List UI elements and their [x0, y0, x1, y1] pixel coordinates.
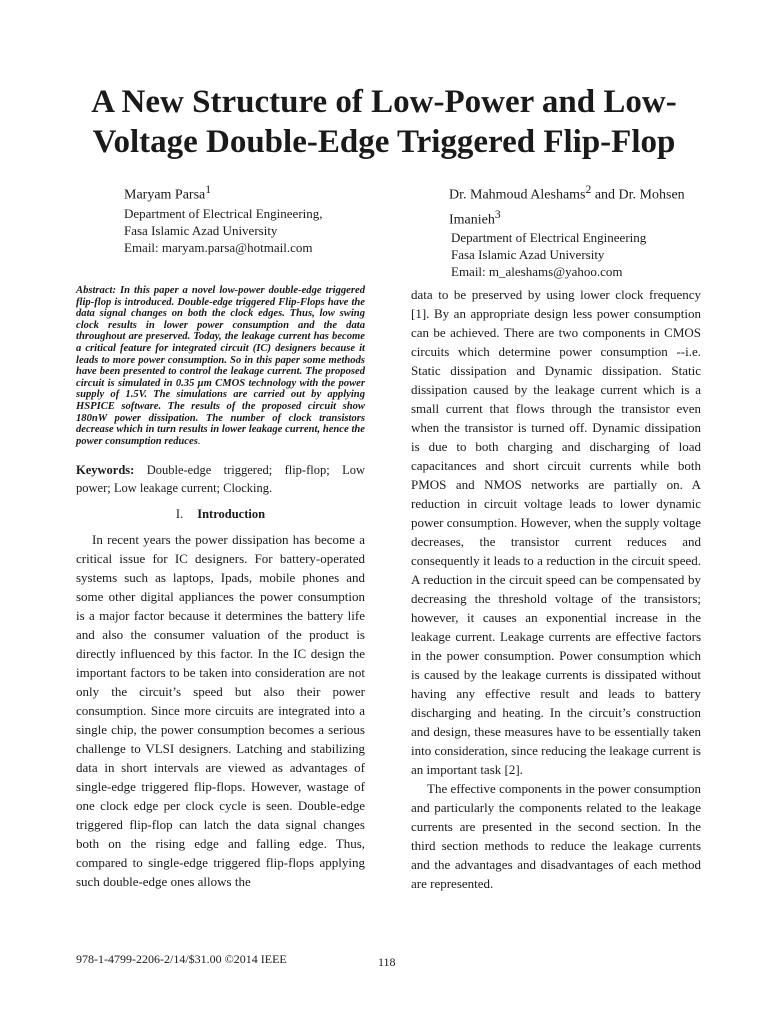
author-affiliation-mark: 3	[494, 207, 501, 221]
author-email: Email: maryam.parsa@hotmail.com	[124, 239, 313, 255]
author-name: Maryam Parsa$^1$	[124, 183, 212, 203]
page-number: 118	[378, 955, 396, 969]
keywords-text: Double-edge triggered; flip-flop; Low power; Low leakage current; Clocking.	[76, 463, 365, 496]
author-affiliation-mark: 1	[205, 183, 212, 196]
section-heading	[76, 505, 365, 524]
author-department: Department of Electrical Engineering	[451, 230, 647, 246]
paragraph: In recent years the power dissipation has become a critical issue for IC designers. For battery-operated systems such as laptops, Ipads, mobile phones and some other digital appliances the power consumption is a major factor because it determines the battery life and also the consumer valuation of the product is directly influenced by this factor. In the IC design the important factors to be taken into consideration are not only the circuit’s speed but also their power consumption. Since more circuits are integrated into a single chip, the power consumption becomes a serious challenge to VLSI designers. Latching and stabilizing data in short intervals are viewed as advantages of single-edge triggered flip-flops. However, wastage of one clock edge per clock cycle is seen. Double-edge triggered flip-flop can latch the data signal changes both on the rising edge and falling edge. Thus, compared to single-edge triggered flip-flops applying such double-edge ones allows the	[76, 532, 365, 890]
paragraph: data to be preserved by using lower clock frequency [1]. By an appropriate design less power consumption can be achieved. There are two components in CMOS circuits which determine power consumption --i.e. Static dissipation and Dynamic dissipation. Static dissipation caused by the leakage current which is a small current that flows through the transistor even when the transistor is turned off. Dynamic dissipation is due to both charging and discharging of load capacitances and short circuit currents while both PMOS and NMOS networks are partially on. A reduction in circuit voltage leads to lower dynamic power consumption. However, when the supply voltage decreases, the transistor current reduces and consequently it leads to a reduction in the circuit speed. A reduction in the circuit speed can be compensated by decreasing the threshold voltage of the transistors; however, it causes an exponential increase in the leakage current. Leakage currents are effective factors in the power consumption. Power consumption which is caused by the leakage currents is dissipated without having any effective result and leads to battery discharging and heating. In the circuit’s construction and design, these measures have to be essentially taken into consideration, since reducing the leakage current is an important task [2].	[411, 287, 701, 777]
author-university: Fasa Islamic Azad University	[451, 247, 605, 263]
author-affiliation-mark: 2	[585, 183, 592, 196]
author-university: Fasa Islamic Azad University	[124, 222, 278, 238]
author-department: Department of Electrical Engineering,	[124, 205, 323, 221]
paragraph: The effective components in the power consumption and particularly the components related to the leakage currents are presented in the second section. In the third section methods to reduce the leakage currents and the advantages and disadvantages of each method are represented.	[411, 781, 701, 891]
author-name: Dr. Mahmoud Aleshams$^2$ and Dr. Mohsen Imanieh$^3$	[449, 183, 685, 228]
right-column	[411, 285, 701, 893]
paper-title: A New Structure of Low-Power and Low-Voltage Double-Edge Triggered Flip-Flop	[91, 84, 677, 160]
section-title: Introduction	[197, 507, 266, 522]
author-block-2	[451, 180, 721, 280]
author-block-1	[124, 180, 384, 256]
footer-copyright: 978-1-4799-2206-2/14/$31.00 ©2014 IEEE	[76, 952, 287, 966]
abstract: Abstract: In this paper a novel low-power double-edge triggered flip-flop is introduced. Double-edge triggered Flip-Flops have the data signal changes on both the clock edges. Thus, low swing clock results in lower power consumption and the data throughout are preserved. Today, the leakage current has become a critical feature for integrated circuit (IC) designers because it leads to more power consumption. So in this paper some methods have been presented to control the leakage current. The proposed circuit is simulated in 0.35 μm CMOS technology with the power supply of 1.5V. The simulations are carried out by applying HSPICE software. The results of the proposed circuit show 180nW power dissipation. The number of clock transistors decrease which in turn results in lower leakage current, hence the power consumption reduces.	[76, 285, 365, 447]
left-column	[76, 285, 365, 891]
author-email: Email: m_aleshams@yahoo.com	[451, 264, 623, 280]
keywords-label: Keywords:	[76, 463, 135, 478]
keywords	[76, 461, 365, 497]
section-number: I.	[175, 507, 184, 522]
